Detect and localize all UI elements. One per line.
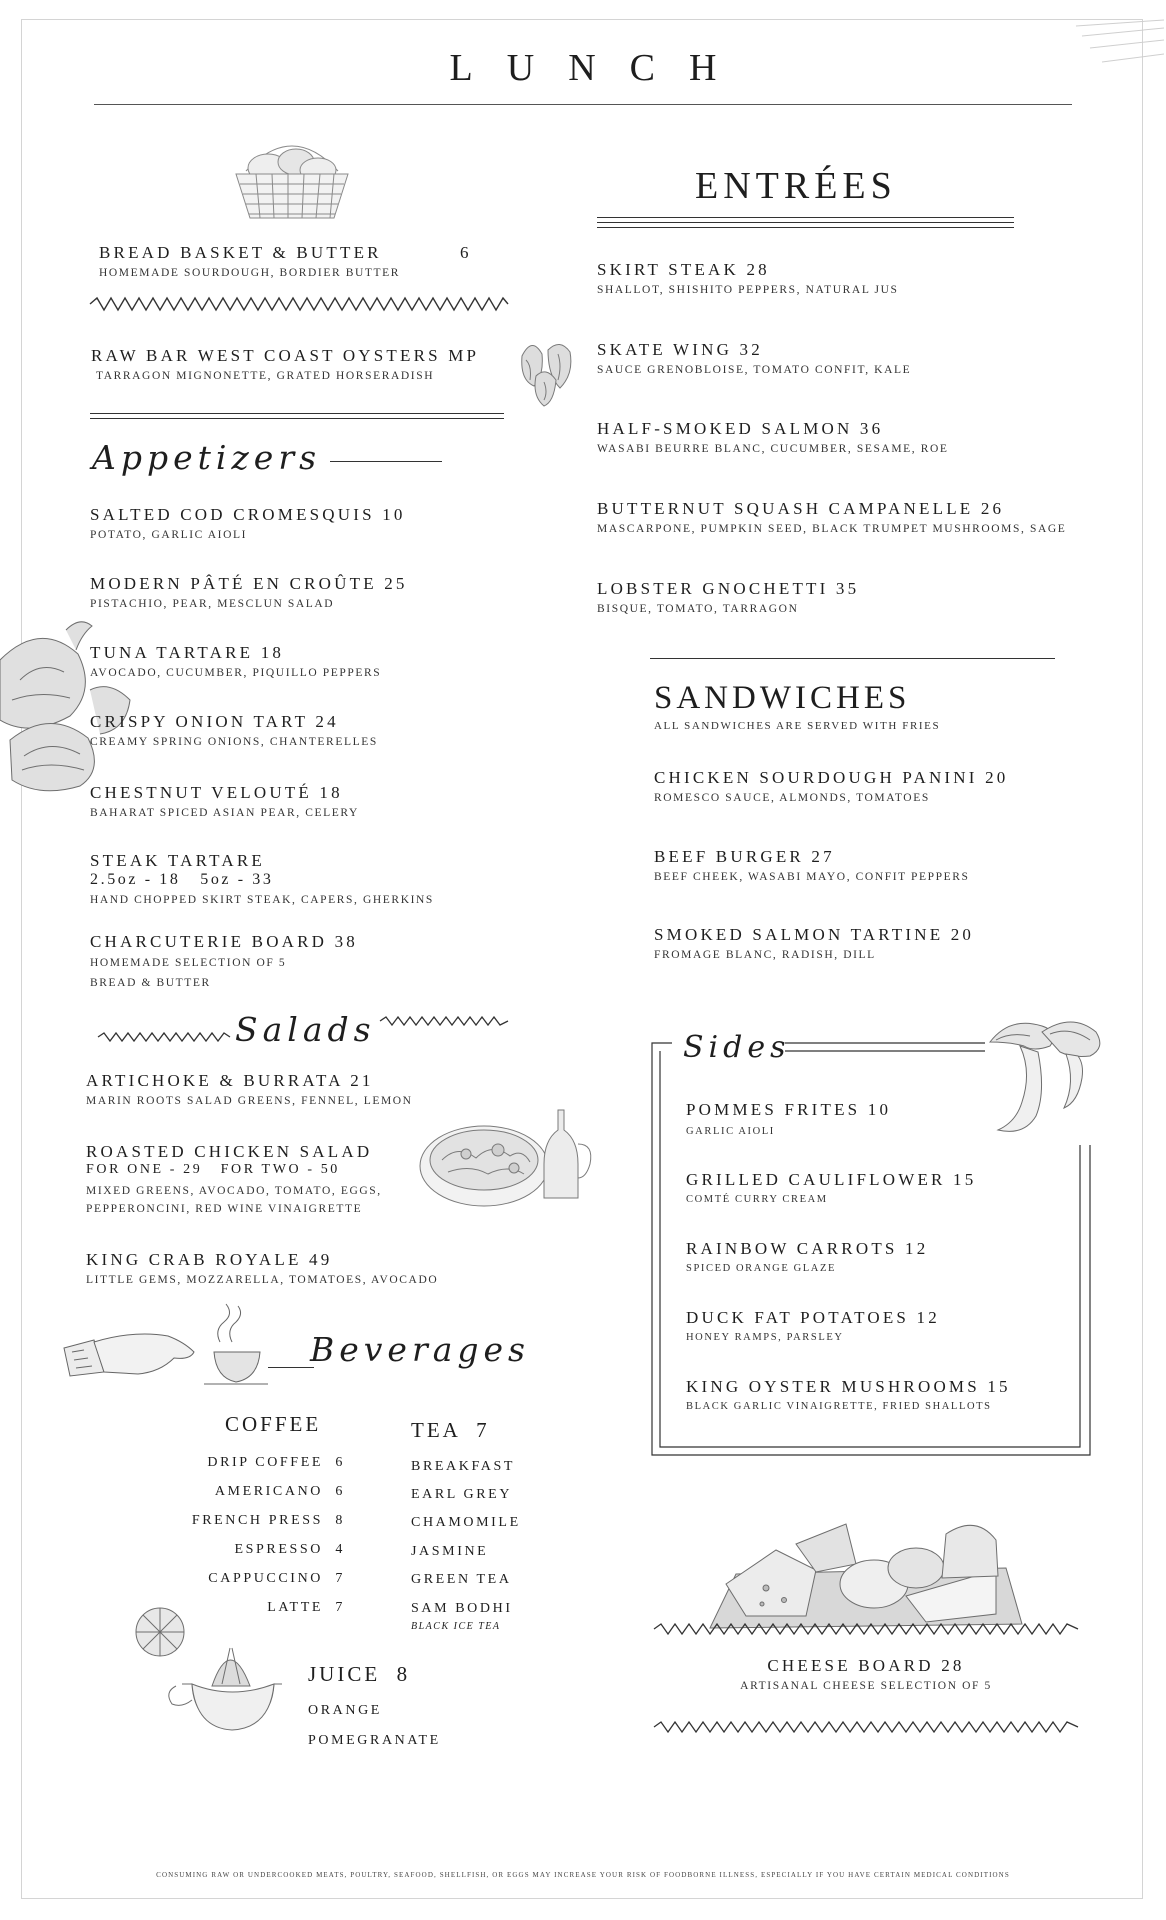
- salad-name-2: KING CRAB ROYALE 49: [86, 1250, 333, 1269]
- charcuterie-desc-2: BREAD & BUTTER: [90, 977, 211, 989]
- mushroom-icon: [980, 1012, 1110, 1138]
- appetizer-name-3: CRISPY ONION TART 24: [90, 712, 339, 731]
- cheese-board-icon: [706, 1504, 1026, 1630]
- side-name-1: GRILLED CAULIFLOWER 15: [686, 1170, 977, 1189]
- steak-tartare-sizes: 2.5oz - 18 5oz - 33: [90, 871, 274, 888]
- entree-desc-2: WASABI BEURRE BLANC, CUCUMBER, SESAME, ROE: [597, 443, 949, 455]
- entrees-heading: ENTRÉES: [695, 165, 897, 207]
- side-name-0: POMMES FRITES 10: [686, 1100, 892, 1119]
- entree-name-2: HALF-SMOKED SALMON 36: [597, 419, 884, 438]
- appetizer-desc-4: BAHARAT SPICED ASIAN PEAR, CELERY: [90, 807, 359, 819]
- coffee-item-name: ESPRESSO: [234, 1542, 323, 1557]
- coffee-item-price: 8: [335, 1513, 345, 1528]
- appetizer-desc-1: PISTACHIO, PEAR, MESCLUN SALAD: [90, 598, 335, 610]
- salad-desc2-1: PEPPERONCINI, RED WINE VINAIGRETTE: [86, 1203, 363, 1215]
- salad-name-0: ARTICHOKE & BURRATA 21: [86, 1071, 374, 1090]
- tea-item-3: JASMINE: [411, 1544, 489, 1559]
- juice-heading: JUICE 8: [308, 1662, 411, 1686]
- cheese-desc: ARTISANAL CHEESE SELECTION OF 5: [740, 1680, 992, 1692]
- page-title: LUNCH: [449, 47, 751, 89]
- tea-item-5: SAM BODHI: [411, 1601, 513, 1616]
- footer-disclaimer: CONSUMING RAW OR UNDERCOOKED MEATS, POULTRY, SEAFOOD, SHELLFISH, OR EGGS MAY INCREASE YOUR RISK OF FOODBORNE ILLNESS, ESPECIALLY IF YOU HAVE CERTAIN MEDICAL CONDITIONS: [156, 1871, 1010, 1879]
- side-name-3: DUCK FAT POTATOES 12: [686, 1308, 940, 1327]
- coffee-item-price: 6: [335, 1484, 345, 1499]
- coffee-item-name: AMERICANO: [214, 1484, 323, 1499]
- side-name-2: RAINBOW CARROTS 12: [686, 1239, 929, 1258]
- side-desc-4: BLACK GARLIC VINAIGRETTE, FRIED SHALLOTS: [686, 1401, 992, 1412]
- corner-strokes: [1076, 18, 1166, 70]
- appetizer-name-4: CHESTNUT VELOUTÉ 18: [90, 783, 343, 802]
- side-desc-3: HONEY RAMPS, PARSLEY: [686, 1332, 844, 1343]
- coffee-item-name: DRIP COFFEE: [207, 1455, 323, 1470]
- beverages-heading: Beverages: [310, 1330, 530, 1369]
- sandwich-name-2: SMOKED SALMON TARTINE 20: [654, 925, 975, 944]
- coffee-item-price: 4: [335, 1542, 345, 1557]
- raw-bar-desc: TARRAGON MIGNONETTE, GRATED HORSERADISH: [96, 370, 435, 382]
- entree-name-0: SKIRT STEAK 28: [597, 260, 770, 279]
- entree-desc-1: SAUCE GRENOBLOISE, TOMATO CONFIT, KALE: [597, 364, 912, 376]
- tea-item-1: EARL GREY: [411, 1487, 513, 1502]
- sandwich-desc-1: BEEF CHEEK, WASABI MAYO, CONFIT PEPPERS: [654, 871, 970, 883]
- sandwich-desc-2: FROMAGE BLANC, RADISH, DILL: [654, 949, 876, 961]
- sides-heading: Sides: [683, 1030, 791, 1065]
- tea-item-0: BREAKFAST: [411, 1459, 516, 1474]
- side-desc-1: COMTÉ CURRY CREAM: [686, 1194, 828, 1205]
- coffee-item-name: CAPPUCCINO: [208, 1571, 323, 1586]
- cheese-zigzag-bottom: [654, 1721, 1078, 1733]
- appetizer-name-0: SALTED COD CROMESQUIS 10: [90, 505, 406, 524]
- coffee-item-name: LATTE: [267, 1600, 323, 1615]
- entree-desc-3: MASCARPONE, PUMPKIN SEED, BLACK TRUMPET MUSHROOMS, SAGE: [597, 523, 1067, 535]
- charcuterie-desc-1: HOMEMADE SELECTION OF 5: [90, 957, 287, 969]
- appetizer-name-2: TUNA TARTARE 18: [90, 643, 285, 662]
- coffee-heading: COFFEE: [225, 1412, 322, 1436]
- side-name-4: KING OYSTER MUSHROOMS 15: [686, 1377, 1011, 1396]
- salad-desc-2: LITTLE GEMS, MOZZARELLA, TOMATOES, AVOCADO: [86, 1274, 439, 1286]
- cheese-zigzag-top: [654, 1623, 1078, 1635]
- salads-heading: Salads: [235, 1010, 376, 1049]
- entree-name-3: BUTTERNUT SQUASH CAMPANELLE 26: [597, 499, 1005, 518]
- coffee-item-price: 7: [335, 1600, 345, 1615]
- coffee-item-name: FRENCH PRESS: [191, 1513, 323, 1528]
- bread-name: BREAD BASKET & BUTTER: [99, 243, 382, 262]
- appetizer-name-1: MODERN PÂTÉ EN CROÛTE 25: [90, 574, 408, 593]
- steak-tartare-desc: HAND CHOPPED SKIRT STEAK, CAPERS, GHERKINS: [90, 894, 434, 906]
- entree-desc-0: SHALLOT, SHISHITO PEPPERS, NATURAL JUS: [597, 284, 899, 296]
- appetizer-desc-0: POTATO, GARLIC AIOLI: [90, 529, 248, 541]
- tea-heading: TEA 7: [411, 1418, 490, 1442]
- steak-tartare-name: STEAK TARTARE: [90, 851, 265, 870]
- sandwiches-heading: SANDWICHES: [654, 680, 911, 716]
- tea-item-2: CHAMOMILE: [411, 1515, 521, 1530]
- tea-note: BLACK ICE TEA: [411, 1621, 501, 1632]
- juice-item-0: ORANGE: [308, 1703, 382, 1718]
- sandwich-name-0: CHICKEN SOURDOUGH PANINI 20: [654, 768, 1009, 787]
- entree-desc-4: BISQUE, TOMATO, TARRAGON: [597, 603, 799, 615]
- tea-item-4: GREEN TEA: [411, 1572, 512, 1587]
- bread-desc: HOMEMADE SOURDOUGH, BORDIER BUTTER: [99, 267, 401, 279]
- side-desc-0: GARLIC AIOLI: [686, 1126, 775, 1137]
- bread-price: 6: [460, 243, 472, 262]
- entree-name-4: LOBSTER GNOCHETTI 35: [597, 579, 860, 598]
- salad-sizes-1: FOR ONE - 29 FOR TWO - 50: [86, 1162, 340, 1177]
- appetizer-desc-2: AVOCADO, CUCUMBER, PIQUILLO PEPPERS: [90, 667, 382, 679]
- salad-desc-0: MARIN ROOTS SALAD GREENS, FENNEL, LEMON: [86, 1095, 413, 1107]
- sandwich-desc-0: ROMESCO SAUCE, ALMONDS, TOMATOES: [654, 792, 930, 804]
- raw-bar-name: RAW BAR WEST COAST OYSTERS MP: [91, 346, 480, 365]
- salad-name-1: ROASTED CHICKEN SALAD: [86, 1142, 373, 1161]
- sandwiches-subtitle: ALL SANDWICHES ARE SERVED WITH FRIES: [654, 720, 941, 732]
- entree-name-1: SKATE WING 32: [597, 340, 763, 359]
- side-desc-2: SPICED ORANGE GLAZE: [686, 1263, 836, 1274]
- coffee-item-price: 6: [335, 1455, 345, 1470]
- juice-item-1: POMEGRANATE: [308, 1733, 441, 1748]
- appetizers-heading: Appetizers: [92, 438, 322, 477]
- salad-desc-1: MIXED GREENS, AVOCADO, TOMATO, EGGS,: [86, 1185, 382, 1197]
- cheese-name: CHEESE BOARD 28: [767, 1656, 965, 1675]
- sandwich-name-1: BEEF BURGER 27: [654, 847, 835, 866]
- coffee-item-price: 7: [335, 1571, 345, 1586]
- appetizer-desc-3: CREAMY SPRING ONIONS, CHANTERELLES: [90, 736, 378, 748]
- charcuterie-name: CHARCUTERIE BOARD 38: [90, 932, 359, 951]
